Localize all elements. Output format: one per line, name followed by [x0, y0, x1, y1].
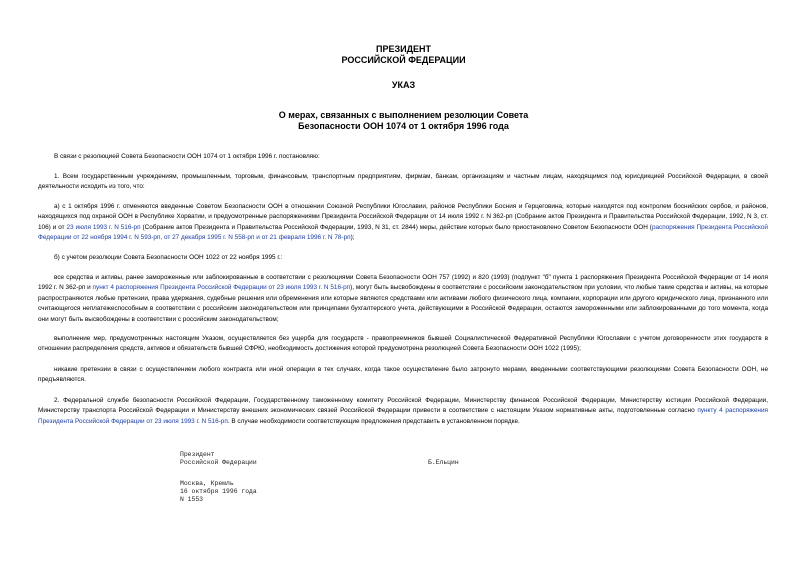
title-line-1: О мерах, связанных с выполнением резолюции Совета	[278, 110, 529, 120]
issuer-line-2: РОССИЙСКОЙ ФЕДЕРАЦИИ	[341, 55, 466, 65]
paragraph-2-text-2: . В случае необходимости соответствующие предложения представить в установленном порядке.	[227, 417, 520, 425]
paragraph-a	[38, 202, 768, 244]
paragraph-a-text-3: );	[350, 234, 355, 242]
paragraph-a-text-2: (Собрание актов Президента и Правительства Российской Федерации, 1993, N 31, ст. 2844) меры, действие которых было приостановлено Советом Безопасности ООН (	[140, 223, 652, 231]
paragraph-b: б) с учетом резолюции Совета Безопасности ООН 1022 от 22 ноября 1995 г.:	[54, 254, 283, 261]
paragraph-b-1-text-2: ), могут быть высвобождены в соответствии с российским законодательством при условии, что любые такие средства и активы, на которые распространяются любые претензии, права удержания, судебные решения или обременения или которые являются средствами или активами любого физического лица, компании, корпорации или другого юридического лица, признанного или считающегося неплатежеспособным в соответствии с российским законодательством или принципами бухгалтерского учета, действующими в Российской Федерации, остаются замороженными или заблокированными до того момента, когда они могут быть высвобождены в соответствии с российским законодательством;	[38, 284, 769, 323]
document-type: УКАЗ	[391, 80, 416, 90]
paragraph-2	[38, 396, 768, 427]
link-orders-593-558-78[interactable]: распоряжения Президента Российской Федерации от 22 ноября 1994 г. N 593-рп, от 27 декабря 1995 г. N 558-рп и от 21 февраля 1996 г. N 78-рп	[38, 223, 768, 242]
signature-title-2: Российской Федерации	[180, 459, 257, 466]
link-order-516-rp-point-4[interactable]: пункт 4 распоряжения Президента Российской Федерации от 23 июля 1993 г. N 516-рп	[92, 284, 351, 292]
paragraph-a-text-1: а) с 1 октября 1996 г. отменяются введенные Советом Безопасности ООН в отношении Союзной Республики Югославии, районов Республики Босния и Герцеговина, которые находятся под контролем боснийских сербов, и районов, находящихся под охраной ООН в Республике Хорватии, и предусмотренные распоряжениями Президента Российской Федерации от 14 июля 1992 г. N 362-рп (Собрание актов Президента и Правительства Российской Федерации, 1992, N 3, ст. 106) и от	[38, 203, 768, 231]
paragraph-b-1	[38, 273, 768, 325]
link-order-516-rp[interactable]: 23 июля 1993 г. N 516-рп	[66, 223, 141, 231]
paragraph-b-3: никакие претензии в связи с осуществлением любого контракта или иной операции в тех случаях, когда такое осуществление было затронуто мерами, введенными соответствующими резолюциями Совета Безопасности ООН, не предъявляются.	[38, 366, 768, 384]
paragraph-2-text-1: 2. Федеральной службе безопасности Российской Федерации, Государственному таможенному комитету Российской Федерации, Министерству финансов Российской Федерации, Министерству юстиции Российской Федерации, Министерству транспорта Российской Федерации и Министерству внешних экономических связей Российской Федерации привести в соответствие с настоящим Указом нормативные акты, подготовленные согласно	[38, 397, 768, 415]
signatory-name: Б.Ельцин	[428, 459, 459, 466]
signing-place: Москва, Кремль	[180, 480, 234, 487]
decree-number: N 1553	[180, 496, 204, 503]
intro-paragraph: В связи с резолюцией Совета Безопасности ООН 1074 от 1 октября 1996 г. постановляю:	[54, 153, 320, 160]
paragraph-b-1-text-1: все средства и активы, ранее замороженные или заблокированные в соответствии с резолюциями Совета Безопасности ООН 757 (1992) и 820 (1993) (подпункт "б" пункта 1 распоряжения Президента Российской Федерации от 14 июля 1992 г. N 362-рп и	[38, 274, 768, 292]
issuer-line-1: ПРЕЗИДЕНТ	[376, 44, 431, 54]
title-line-2: Безопасности ООН 1074 от 1 октября 1996 года	[298, 121, 509, 131]
link-order-516-rp-point-4-b[interactable]: пункту 4 распоряжения Президента Российской Федерации от 23 июля 1993 г. N 516-рп	[38, 407, 768, 425]
paragraph-b-2: выполнение мер, предусмотренных настоящим Указом, осуществляется без ущерба для государств - правопреемников бывшей Социалистической Федеративной Республики Югославии с учетом договоренности этих государств в отношении распределения средств, активов и обязательств бывшей СФРЮ, необходимость достижения которой предусмотрена резолюцией Совета Безопасности ООН 1022 (1995);	[38, 335, 768, 353]
signing-date: 16 октября 1996 года	[180, 488, 257, 495]
paragraph-1: 1. Всем государственным учреждениям, промышленным, торговым, финансовым, транспортным предприятиям, фирмам, банкам, организациям и частным лицам, находящимся под юрисдикцией Российской Федерации, в своей деятельности исходить из того, что:	[38, 173, 768, 191]
signature-title-1: Президент	[180, 451, 215, 458]
